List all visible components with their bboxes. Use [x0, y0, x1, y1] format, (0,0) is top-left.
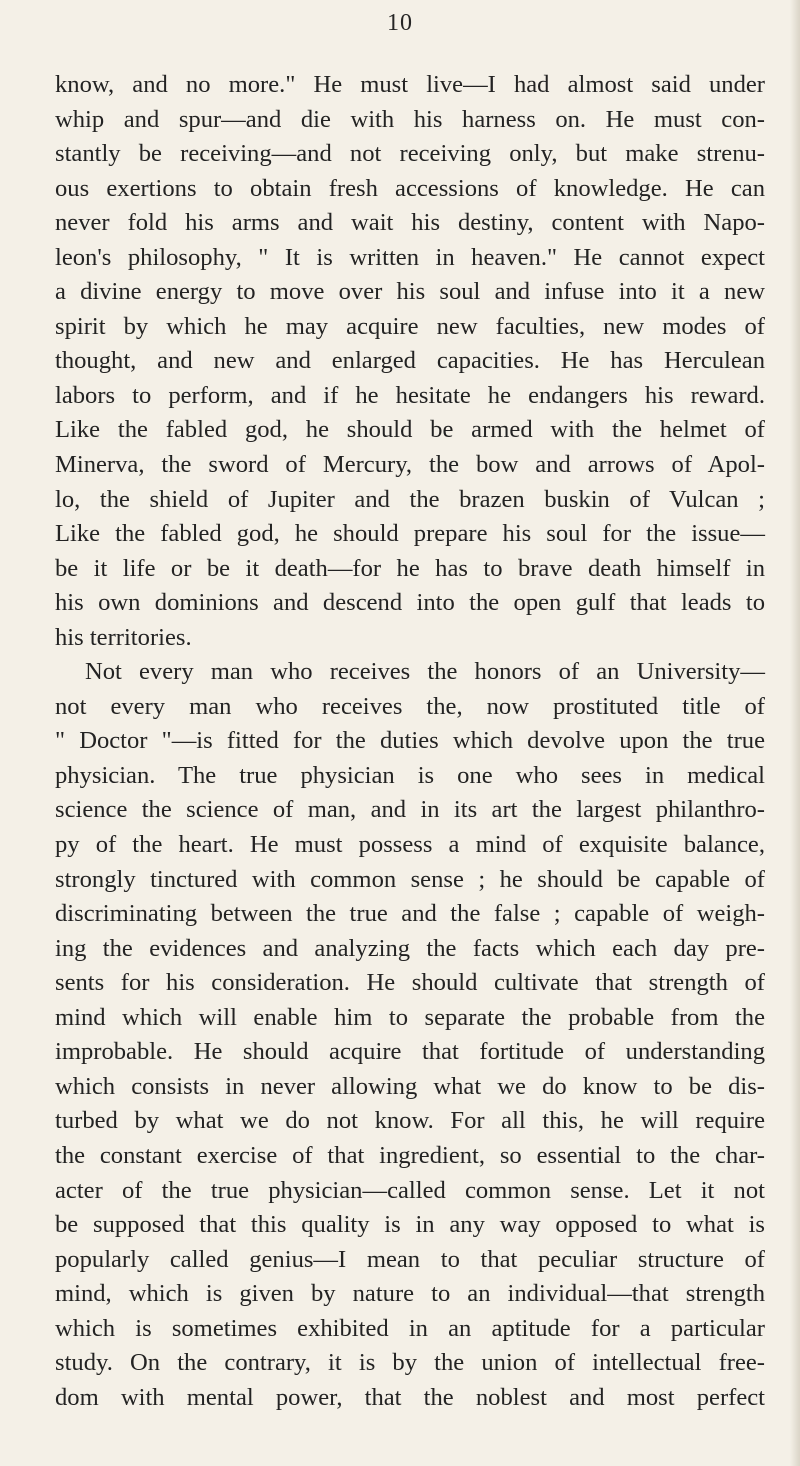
- text-line: be it life or be it death—for he has to brave death himself in: [55, 554, 765, 582]
- text-line: which is sometimes exhibited in an aptitude for a particular: [55, 1314, 765, 1342]
- text-line: spirit by which he may acquire new faculties, new modes of: [55, 312, 765, 340]
- text-line: turbed by what we do not know. For all this, he will require: [55, 1107, 765, 1135]
- text-line: popularly called genius—I mean to that peculiar structure of: [55, 1245, 765, 1273]
- text-line: study. On the contrary, it is by the union of intellectual free-: [55, 1349, 765, 1377]
- text-line: the constant exercise of that ingredient, so essential to the char-: [55, 1141, 765, 1169]
- text-line: his territories.: [55, 623, 192, 651]
- text-line: whip and spur—and die with his harness on. He must con-: [55, 105, 765, 133]
- text-line: ous exertions to obtain fresh accessions of knowledge. He can: [55, 174, 765, 202]
- text-line: thought, and new and enlarged capacities. He has Herculean: [55, 347, 765, 375]
- text-line: lo, the shield of Jupiter and the brazen buskin of Vulcan ;: [55, 485, 765, 513]
- text-line: not every man who receives the, now prostituted title of: [55, 692, 765, 720]
- text-line: leon's philosophy, " It is written in heaven." He cannot expect: [55, 243, 765, 271]
- text-line: strongly tinctured with common sense ; he should be capable of: [55, 865, 765, 893]
- text-line: know, and no more." He must live—I had almost said under: [55, 71, 765, 98]
- text-line: labors to perform, and if he hesitate he endangers his reward.: [55, 381, 765, 409]
- text-line: science the science of man, and in its art the largest philanthro-: [55, 796, 765, 824]
- text-line: mind, which is given by nature to an individual—that strength: [55, 1280, 765, 1308]
- page-edge-shadow: [790, 0, 800, 1466]
- text-line: mind which will enable him to separate the probable from the: [55, 1003, 765, 1031]
- text-line: sents for his consideration. He should cultivate that strength of: [55, 969, 765, 997]
- text-line: " Doctor "—is fitted for the duties which devolve upon the true: [55, 727, 765, 755]
- page-number: 10: [387, 10, 413, 36]
- text-line: Not every man who receives the honors of an University—: [85, 658, 765, 686]
- text-line: physician. The true physician is one who sees in medical: [55, 761, 765, 789]
- text-line: a divine energy to move over his soul and infuse into it a new: [55, 278, 765, 306]
- text-line: ing the evidences and analyzing the facts which each day pre-: [55, 934, 765, 962]
- text-line: his own dominions and descend into the open gulf that leads to: [55, 589, 765, 617]
- paragraph: [55, 655, 765, 1415]
- body-text: [55, 68, 765, 1415]
- text-line: Like the fabled god, he should prepare his soul for the issue—: [55, 520, 765, 548]
- text-line: Like the fabled god, he should be armed with the helmet of: [55, 416, 765, 444]
- text-line: Minerva, the sword of Mercury, the bow and arrows of Apol-: [55, 451, 765, 479]
- text-line: acter of the true physician—called common sense. Let it not: [55, 1176, 765, 1204]
- paragraph: [55, 68, 765, 655]
- text-line: stantly be receiving—and not receiving only, but make strenu-: [55, 140, 765, 168]
- text-line: be supposed that this quality is in any way opposed to what is: [55, 1211, 765, 1239]
- text-line: py of the heart. He must possess a mind of exquisite balance,: [55, 831, 765, 859]
- text-line: improbable. He should acquire that fortitude of understanding: [55, 1038, 765, 1066]
- text-line: which consists in never allowing what we do know to be dis-: [55, 1072, 765, 1100]
- text-line: discriminating between the true and the false ; capable of weigh-: [55, 900, 765, 928]
- text-line: never fold his arms and wait his destiny, content with Napo-: [55, 209, 765, 237]
- text-line: dom with mental power, that the noblest and most perfect: [55, 1383, 765, 1411]
